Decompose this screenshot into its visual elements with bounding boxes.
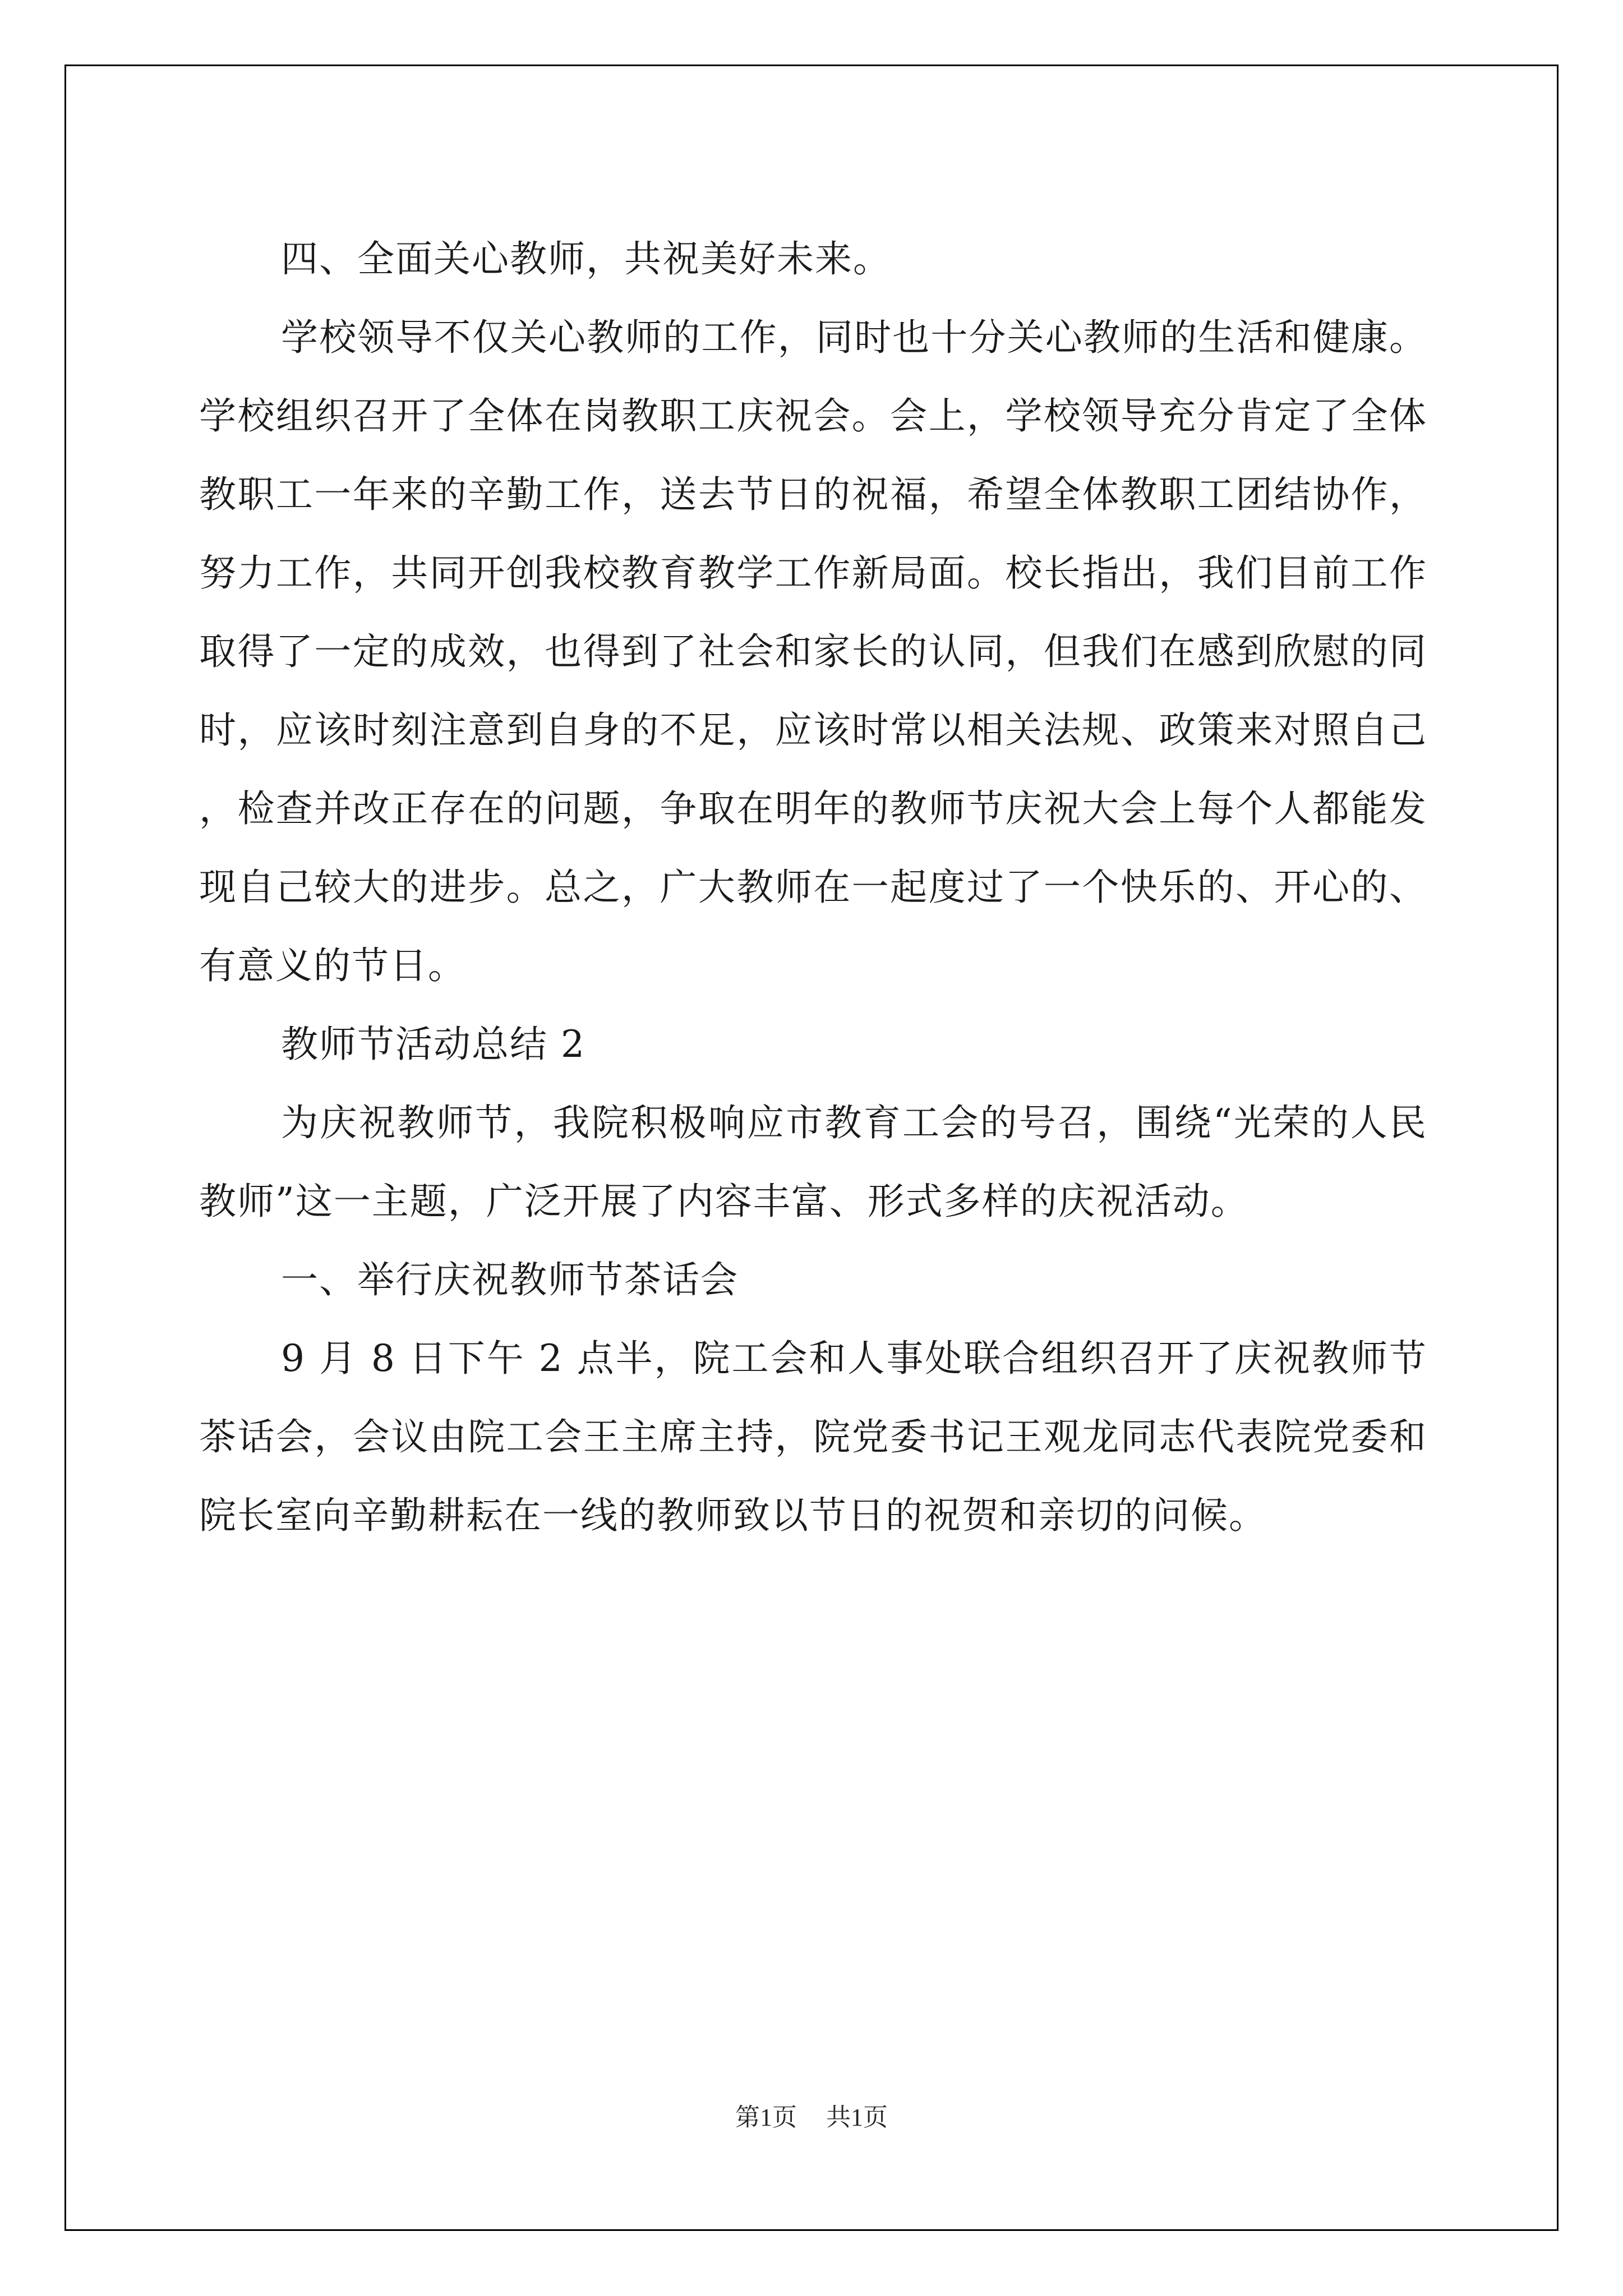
section-heading: 四、全面关心教师，共祝美好未来。 (281, 237, 891, 280)
body-paragraph: 学校领导不仅关心教师的工作，同时也十分关心教师的生活和健康。学校组织召开了全体在岗教职工庆祝会。会上，学校领导充分肯定了全体教职工一年来的辛勤工作，送去节日的祝福，希望全体教职工团结协作，努力工作，共同开创我校教育教学工作新局面。校长指出，我们目前工作取得了一定的成效，也得到了社会和家长的认同，但我们在感到欣慰的同时，应该时刻注意到自身的不足，应该时常以相关法规、政策来对照自己，检查并改正存在的问题，争取在明年的教师节庆祝大会上每个人都能发现自己较大的进步。总之，广大教师在一起度过了一个快乐的、开心的、有意义的节日。 (199, 316, 1427, 987)
page-number: 第1页 (735, 2104, 797, 2131)
body-paragraph: 为庆祝教师节，我院积极响应市教育工会的号召，围绕“光荣的人民教师”这一主题，广泛开展了内容丰富、形式多样的庆祝活动。 (199, 1101, 1427, 1223)
document-title: 教师节活动总结 2 (281, 1023, 585, 1066)
section-heading: 一、举行庆祝教师节茶话会 (281, 1258, 739, 1301)
total-pages: 共1页 (826, 2104, 888, 2131)
document-body (199, 220, 1427, 1555)
page-footer (0, 2101, 1623, 2134)
body-paragraph: 9 月 8 日下午 2 点半，院工会和人事处联合组织召开了庆祝教师节茶话会，会议由院工会王主席主持，院党委书记王观龙同志代表院党委和院长室向辛勤耕耘在一线的教师致以节日的祝贺和亲切的问候。 (199, 1337, 1427, 1537)
